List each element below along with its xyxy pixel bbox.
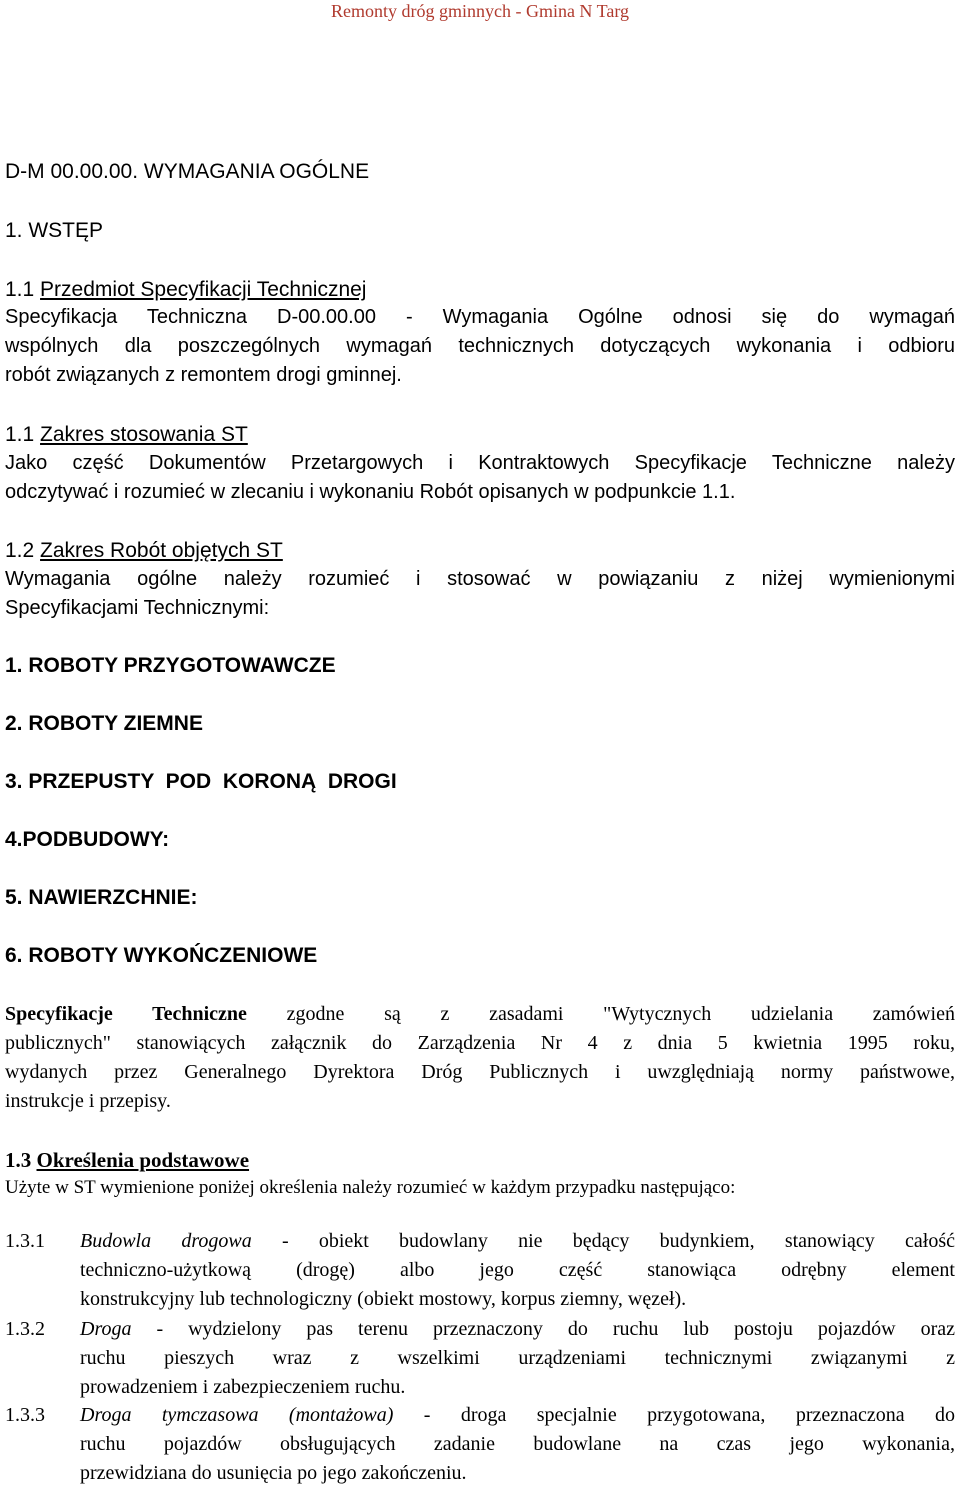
definition-item — [5, 1315, 955, 1402]
definition-number: 1.3.2 — [5, 1318, 45, 1340]
definition-text — [80, 1227, 955, 1314]
paragraph-line: Jako część Dokumentów Przetargowych i Kontraktowych Specyfikacje Techniczne należy — [5, 452, 955, 474]
spec-list-item: 2. ROBOTY ZIEMNE — [5, 712, 203, 735]
paragraph-line: Specyfikacjami Technicznymi: — [5, 597, 270, 619]
spec-list-item: 4.PODBUDOWY: — [5, 828, 170, 851]
definition-line — [80, 1401, 955, 1430]
paragraph-line: wspólnych dla poszczególnych wymagań technicznych dotyczących wykonania i odbioru — [5, 335, 955, 357]
section-number: 1.2 — [5, 539, 35, 562]
paragraph-line: Wymagania ogólne należy rozumieć i stosować w powiązaniu z niżej wymienionymi — [5, 568, 955, 590]
definition-term: Droga tymczasowa (montażowa) — [80, 1404, 394, 1426]
paragraph-line: odczytywać i rozumieć w zlecaniu i wykonaniu Robót opisanych w podpunkcie 1.1. — [5, 481, 736, 503]
spec-paragraph — [5, 1000, 955, 1116]
section-number: 1.1 — [5, 278, 35, 301]
section-title: Zakres Robót objętych ST — [40, 539, 283, 562]
definition-rest: - obiekt budowlany nie będący budynkiem, stanowiący całość — [251, 1230, 955, 1252]
section-title: Zakres stosowania ST — [40, 423, 248, 446]
definition-line: ruchu pieszych wraz z wszelkimi urządzeniami technicznymi związanymi z — [80, 1347, 955, 1369]
section-1-2-paragraph — [5, 565, 955, 623]
paragraph-line: instrukcje i przepisy. — [5, 1090, 171, 1112]
definition-line: techniczno-użytkową (drogę) albo jego część stanowiąca odrębny element — [80, 1259, 955, 1281]
definition-term: Budowla drogowa — [80, 1230, 252, 1252]
paragraph-line: publicznych" stanowiących załącznik do Zarządzenia Nr 4 z dnia 5 kwietnia 1995 roku, — [5, 1032, 955, 1054]
definition-line: prowadzeniem i zabezpieczeniem ruchu. — [80, 1376, 406, 1398]
definition-item — [5, 1227, 955, 1314]
definition-line: przewidziana do usunięcia po jego zakończeniu. — [80, 1462, 467, 1484]
section-1-1-heading — [5, 276, 955, 304]
section-1-1b-paragraph — [5, 449, 955, 507]
definition-number: 1.3.3 — [5, 1404, 45, 1426]
spec-list-item: 6. ROBOTY WYKOŃCZENIOWE — [5, 944, 318, 967]
spec-list-item: 5. NAWIERZCHNIE: — [5, 886, 198, 909]
definition-line — [80, 1315, 955, 1344]
section-title: Przedmiot Specyfikacji Technicznej — [40, 278, 367, 301]
document-title: D-M 00.00.00. WYMAGANIA OGÓLNE — [5, 160, 370, 183]
section-title: Określenia podstawowe — [36, 1148, 250, 1172]
section-1-3-heading — [5, 1146, 955, 1174]
paragraph-line: wydanych przez Generalnego Dyrektora Dróg Publicznych i uwzględniają normy państwowe, — [5, 1061, 955, 1083]
definition-line — [80, 1227, 955, 1256]
definition-rest: - droga specjalnie przygotowana, przeznaczona do — [393, 1404, 956, 1426]
definition-term: Droga — [80, 1318, 132, 1340]
section-1-1b-heading — [5, 421, 955, 449]
spec-list-item: 1. ROBOTY PRZYGOTOWAWCZE — [5, 654, 336, 677]
paragraph-line: robót związanych z remontem drogi gminnej. — [5, 364, 402, 386]
definition-text — [80, 1401, 955, 1488]
spec-list-item: 3. PRZEPUSTY POD KORONĄ DROGI — [5, 770, 397, 793]
definition-rest: - wydzielony pas terenu przeznaczony do ruchu lub postoju pojazdów oraz — [131, 1318, 955, 1340]
definition-text — [80, 1315, 955, 1402]
page-header: Remonty dróg gminnych - Gmina N Targ — [330, 1, 630, 21]
section-1-3-intro: Użyte w ST wymienione poniżej określenia należy rozumieć w każdym przypadku następująco: — [5, 1177, 736, 1198]
section-1-1-paragraph — [5, 303, 955, 390]
paragraph-text: zgodne są z zasadami "Wytycznych udzielania zamówień — [286, 1003, 955, 1025]
section-1-2-heading — [5, 537, 955, 565]
definition-line: ruchu pojazdów obsługujących zadanie budowlane na czas jego wykonania, — [80, 1433, 955, 1455]
section-number: 1.1 — [5, 423, 35, 446]
definition-line: konstrukcyjny lub technologiczny (obiekt mostowy, korpus ziemny, węzeł). — [80, 1288, 687, 1310]
paragraph-line: Specyfikacja Techniczna D-00.00.00 - Wymagania Ogólne odnosi się do wymagań — [5, 306, 955, 328]
definition-item — [5, 1401, 955, 1488]
spec-bold-term: Specyfikacje Techniczne — [5, 1003, 247, 1025]
paragraph-line — [5, 1000, 955, 1029]
section-wstep-heading: 1. WSTĘP — [5, 219, 104, 242]
section-number: 1.3 — [5, 1148, 32, 1172]
definition-number: 1.3.1 — [5, 1230, 45, 1252]
